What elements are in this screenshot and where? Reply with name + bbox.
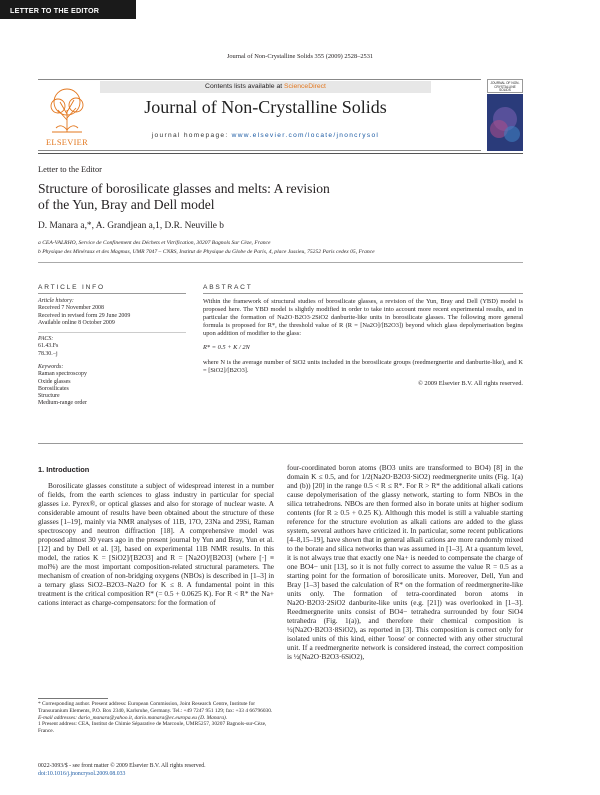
copyright-notice: © 2009 Elsevier B.V. All rights reserved.	[417, 379, 523, 387]
article-info-rule	[38, 293, 186, 294]
pacs-code: 61.43.Fs	[38, 343, 59, 350]
abstract-heading: ABSTRACT	[203, 284, 253, 291]
keyword: Raman spectroscopy	[38, 371, 87, 378]
keywords-label: Keywords:	[38, 364, 64, 370]
article-history	[38, 298, 130, 327]
footnote-email: E-mail addresses: dario_manara@yahoo.it, dario.manara@ec.europa.eu (D. Manara).	[38, 714, 228, 721]
affiliation-b: b Physique des Minéraux et des Magmas, UMR 7047 – CNRS, Institut de Physique du Globe de Paris, 4, place Jussieu, 75252 Paris cedex 05, France	[38, 249, 375, 255]
journal-citation: Journal of Non-Crystalline Solids 355 (2009) 2528–2531	[226, 53, 374, 60]
footnote-corresponding: * Corresponding author. Present address: European Commission, Joint Research Centre, Institute for Transuranium Elements, P.O. Box 2340, Karlsruhe, Germany. Tel.: +49 7247 951 129; fax: +33 4 66796030.	[38, 701, 273, 714]
pacs-code: 78.30.−j	[38, 350, 58, 357]
contents-lists-bar	[100, 81, 431, 93]
abstract-paragraph-1: Within the framework of structural studies of borosilicate glasses, a revision of the Yun, Bray and Dell (YBD) model is proposed here. The YBD model is slightly modified in order to take into account more recent experimental results, and in particular the formation of Na2O·B2O3·2SiO2 danburite-like units in borosilicate glasses. The following more general formula is proposed for R*, the threshold value of R (R = [Na2O]/[B2O3]) beyond which glass depolymerisation begins upon addition of modifier to the glass:	[203, 298, 523, 338]
article-info-heading: ARTICLE INFO	[38, 284, 105, 291]
abstract-bottom-rule	[38, 443, 523, 444]
abstract-body	[203, 298, 523, 388]
sciencedirect-link[interactable]: ScienceDirect	[284, 83, 326, 90]
cover-label: JOURNAL OF NON-CRYSTALLINE SOLIDS	[487, 79, 523, 93]
keyword: Structure	[38, 393, 60, 400]
affiliation-rule	[38, 262, 523, 263]
history-received: Received 7 November 2008	[38, 305, 104, 312]
section-heading-introduction: 1. Introduction	[38, 465, 90, 474]
title-line-1: Structure of borosilicate glasses and melts: A revision	[38, 181, 330, 196]
pacs-block	[38, 336, 58, 358]
homepage-label: journal homepage:	[151, 132, 232, 139]
issn-line: 0022-3093/$ - see front matter © 2009 Elsevier B.V. All rights reserved.	[38, 763, 206, 769]
journal-title: Journal of Non-Crystalline Solids	[144, 97, 387, 117]
doi-link[interactable]: doi:10.1016/j.jnoncrysol.2009.08.033	[38, 771, 126, 777]
header-rule	[38, 153, 523, 154]
homepage-url-link[interactable]: www.elsevier.com/locate/jnoncrysol	[231, 132, 380, 139]
footnote-rule	[38, 698, 108, 699]
journal-homepage	[100, 132, 431, 139]
article-type: Letter to the Editor	[38, 165, 102, 174]
history-revised: Received in revised form 29 June 2009	[38, 312, 131, 319]
history-online: Available online 8 October 2009	[38, 319, 115, 326]
abstract-paragraph-2: where N is the average number of SiO2 units included in the borosilicate groups (reedmergnerite and danburite-like), and K = [SiO2]/[B2O3].	[203, 358, 523, 374]
body-column-right: four-coordinated boron atoms (BO3 units are transformed to BO4) [8] in the domain K ≤ 0.5, and for 1/2(Na2O·B2O3·SiO2) reedmergnerite units (Fig. 1(a) and (b)) [20] in the range 0.5 < R ≤ R*. For R > R* the additional alkali cations cause depolymerisation of the glassy network, starting to form NBOs in the silica tetrahedrons. NBOs are then formed also in borate units at higher sodium contents (for R ≥ 0.5 + 0.25 K). Although this model is still a valuable starting reference for the structure evolution as alkali cations are added to the glass system, several authors have criticized it. In particular, some recent publications [4–8,15–19], have shown that in general alkali cations are more randomly mixed to the borate and silica networks than was assumed in [1–3]. At a quantum level, it is not always true that exactly one Na+ is needed to compensate the charge of one BO4− unit [13], so it is not fully correct to assume the value R = 0.5 as a starting point for the formation of borosilicate units. Moreover, Dell, Yun and Bray [1–3] based the calculation of R* on the formation of reedmergnerite-like units only. The formation of tetra-coordinated boron atoms in Na2O·B2O3·2SiO2 danburite-like units (e.g. [21]) was overlooked in [1–3]. Reedmergnerite units consist of BO4− tetrahedra surrounded by four SiO4 tetrahedra (Fig. 1(a)), and therefore their chemical composition is ½(Na2O·B2O3·8SiO2), as reported in [3]. This composition is correct only for isolated units of this kind, either 'loose' or connected with any other structural unit. If a reedmergnerite network is considered instead, the correct composition is ½(Na2O·B2O3·6SiO2),	[287, 463, 523, 661]
abstract-rule	[203, 293, 523, 294]
history-label: Article history:	[38, 298, 74, 304]
author-list: D. Manara a,*, A. Grandjean a,1, D.R. Neuville b	[38, 221, 224, 231]
footnotes	[38, 701, 274, 735]
section-banner: LETTER TO THE EDITOR	[0, 0, 136, 19]
article-title	[38, 181, 438, 213]
contents-prefix: Contents lists available at	[205, 83, 285, 90]
info-divider-1	[38, 332, 186, 333]
body-column-left: Borosilicate glasses constitute a subject of widespread interest in a number of fields, from the earth sciences to glass industry in particular for special glasses i.e. Pyrex®, or optical glasses and also for storage of nuclear waste. A considerable amount of results have been obtained about the structure of these glasses [1–19], mainly via NMR analyses of 11B, 17O, 23Na and 29Si, Raman spectroscopy and neutron diffraction [18]. A comprehensive model was proposed almost 30 years ago in the present journal by Yun and Bray, Yun et al. [12] and by Dell et al. [3], based on experimental 11B NMR results. In this model, the ratios K = [SiO2]/[B2O3] and R = [Na2O]/[B2O3] (where [·] ≡ mol%) are the most important composition-related structural parameters. The mechanism of creation of non-bridging oxygens (NBOs) is described in [1–3] in a ternary glass SiO2–B2O3–Na2O for K ≤ 8. A fundamental point in this treatment is the critical composition R* (= 0.5 + 0.0625 K). For R < R* the Na+ cations interact as charge-compensators: for the formation of	[38, 481, 274, 607]
keywords-block	[38, 364, 87, 408]
abstract-formula: R* = 0.5 + K / 2N	[203, 344, 250, 352]
footnote-present-address: 1 Present address: CEA, Institut de Chimie Séparative de Marcoule, UMR5257, 30207 Bagnols-sur-Cèze, France.	[38, 721, 267, 735]
keyword: Medium-range order	[38, 400, 87, 407]
publisher-name: ELSEVIER	[46, 138, 88, 147]
keyword: Oxide glasses	[38, 378, 71, 385]
pacs-label: PACS:	[38, 336, 54, 342]
keyword: Borosilicates	[38, 385, 69, 392]
title-line-2: of the Yun, Bray and Dell model	[38, 197, 215, 212]
affiliation-a: a CEA-VALRHO, Service de Confinement des Déchets et Vitrification, 30207 Bagnols Sur Cèze, France	[38, 240, 271, 246]
